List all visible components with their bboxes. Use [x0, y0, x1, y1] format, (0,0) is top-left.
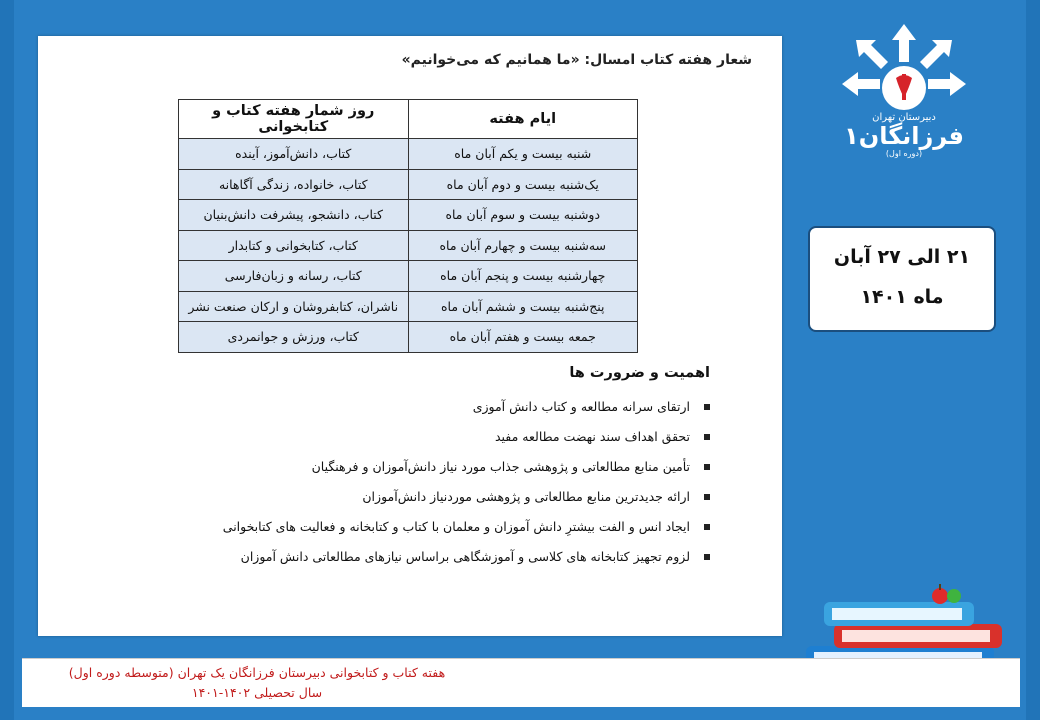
header-themes: روز شمار هفته کتاب و کتابخوانی: [179, 100, 409, 139]
footer-line1: هفته کتاب و کتابخوانی دبیرستان فرزانگان یک تهران (متوسطه دوره اول): [68, 665, 446, 680]
list-item-text: تحقق اهداف سند نهضت مطالعه مفید: [494, 429, 690, 444]
list-item: [90, 482, 710, 512]
date-box: [808, 226, 996, 332]
table-header-row: [179, 100, 638, 139]
square-bullet-icon: [704, 524, 710, 530]
theme-cell: کتاب، خانواده، زندگی آگاهانه: [179, 169, 409, 200]
list-item-text: ارائه جدیدترین منابع مطالعاتی و پژوهشی موردنیاز دانش‌آموزان: [362, 489, 690, 504]
theme-cell: کتاب، ورزش و جوانمردی: [179, 322, 409, 353]
table-row: [179, 261, 638, 292]
table-row: [179, 200, 638, 231]
header-days: ایام هفته: [408, 100, 638, 139]
day-cell: یک‌شنبه بیست و دوم آبان ماه: [408, 169, 638, 200]
list-item: [90, 452, 710, 482]
day-cell: شنبه بیست و یکم آبان ماه: [408, 139, 638, 170]
list-item-text: لزوم تجهیز کتابخانه های کلاسی و آموزشگاهی براساس نیازهای مطالعاتی دانش آموزان: [240, 549, 690, 564]
slogan-text: شعار هفته کتاب امسال: «ما همانیم که می‌خوانیم»: [401, 52, 752, 68]
theme-cell: ناشران، کتابفروشان و ارکان صنعت نشر: [179, 291, 409, 322]
list-item: [90, 542, 710, 572]
square-bullet-icon: [704, 464, 710, 470]
school-logo-icon: [838, 22, 970, 192]
list-item: [90, 422, 710, 452]
theme-cell: کتاب، کتابخوانی و کتابدار: [179, 230, 409, 261]
list-item-text: تأمین منابع مطالعاتی و پژوهشی جذاب مورد نیاز دانش‌آموزان و فرهنگیان: [311, 459, 690, 474]
footer-line2: سال تحصیلی ۱۴۰۲-۱۴۰۱: [191, 685, 323, 700]
date-range: ۲۱ الی ۲۷ آبان: [833, 246, 971, 268]
logo-text: [838, 112, 970, 158]
day-cell: سه‌شنبه بیست و چهارم آبان ماه: [408, 230, 638, 261]
table-row: [179, 230, 638, 261]
left-border: [0, 0, 14, 720]
document-page: [38, 36, 782, 636]
day-cell: پنج‌شنبه بیست و ششم آبان ماه: [408, 291, 638, 322]
logo-school: دبیرستان تهران: [872, 112, 936, 123]
square-bullet-icon: [704, 434, 710, 440]
table-row: [179, 139, 638, 170]
table-row: [179, 291, 638, 322]
list-item: [90, 392, 710, 422]
footer-banner: [22, 658, 1020, 707]
list-item: [90, 512, 710, 542]
square-bullet-icon: [704, 404, 710, 410]
logo-name: فرزانگان۱: [844, 122, 964, 150]
logo-sub: (دوره اول): [885, 149, 923, 158]
table-row: [179, 169, 638, 200]
footer-text: [22, 663, 492, 703]
theme-cell: کتاب، دانشجو، پیشرفت دانش‌بنیان: [179, 200, 409, 231]
list-item-text: ایجاد انس و الفت بیشترِ دانش آموزان و معلمان با کتاب و کتابخانه و فعالیت های کتابخوانی: [222, 519, 690, 534]
importance-title: اهمیت و ضرورت ها: [569, 365, 710, 381]
importance-list: [90, 392, 710, 572]
day-cell: جمعه بیست و هفتم آبان ماه: [408, 322, 638, 353]
book-week-table: [178, 99, 638, 353]
theme-cell: کتاب، دانش‌آموز، آینده: [179, 139, 409, 170]
day-cell: چهارشنبه بیست و پنجم آبان ماه: [408, 261, 638, 292]
table-row: [179, 322, 638, 353]
square-bullet-icon: [704, 494, 710, 500]
day-cell: دوشنبه بیست و سوم آبان ماه: [408, 200, 638, 231]
list-item-text: ارتقای سرانه مطالعه و کتاب دانش آموزی: [472, 399, 690, 414]
date-year: ماه ۱۴۰۱: [860, 286, 944, 308]
right-border: [1026, 0, 1040, 720]
theme-cell: کتاب، رسانه و زبان‌فارسی: [179, 261, 409, 292]
square-bullet-icon: [704, 554, 710, 560]
